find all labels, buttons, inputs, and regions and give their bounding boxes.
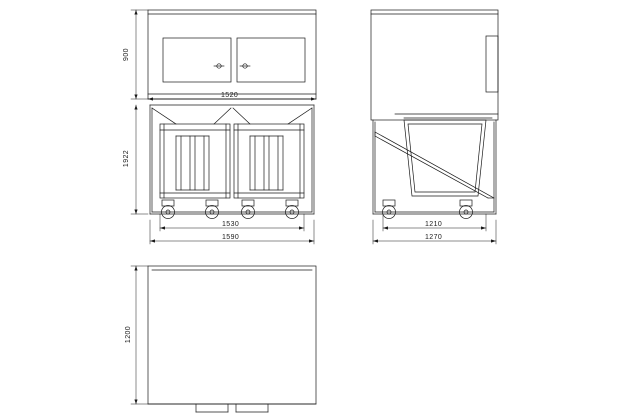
front-upper-cabinet <box>148 10 316 99</box>
dim-label-1200: 1200 <box>125 325 133 344</box>
dim-label-1590: 1590 <box>222 234 240 241</box>
dim-label-900: 900 <box>122 48 130 61</box>
front-dimension-lines <box>131 10 316 244</box>
front-door-right <box>237 38 305 82</box>
side-bin <box>404 120 486 196</box>
front-elevation-view <box>148 10 316 219</box>
plan-dimension-lines <box>131 266 148 404</box>
front-door-left <box>163 38 231 82</box>
plan-outline <box>148 266 316 404</box>
side-panel <box>486 36 498 92</box>
dim-label-1530: 1530 <box>222 221 240 228</box>
dim-label-1922: 1922 <box>123 149 131 168</box>
dim-label-1210: 1210 <box>425 221 443 228</box>
side-elevation-view <box>371 10 498 219</box>
side-upper-cabinet <box>371 10 498 120</box>
front-chassis <box>150 105 314 214</box>
dim-label-1520: 1520 <box>221 92 239 99</box>
front-casters <box>162 200 299 219</box>
side-casters <box>383 200 473 219</box>
front-bin-left <box>160 124 230 198</box>
front-bin-right <box>234 124 304 198</box>
plan-view <box>148 266 316 412</box>
dim-label-1270: 1270 <box>425 234 443 241</box>
front-door-handles <box>214 64 250 68</box>
